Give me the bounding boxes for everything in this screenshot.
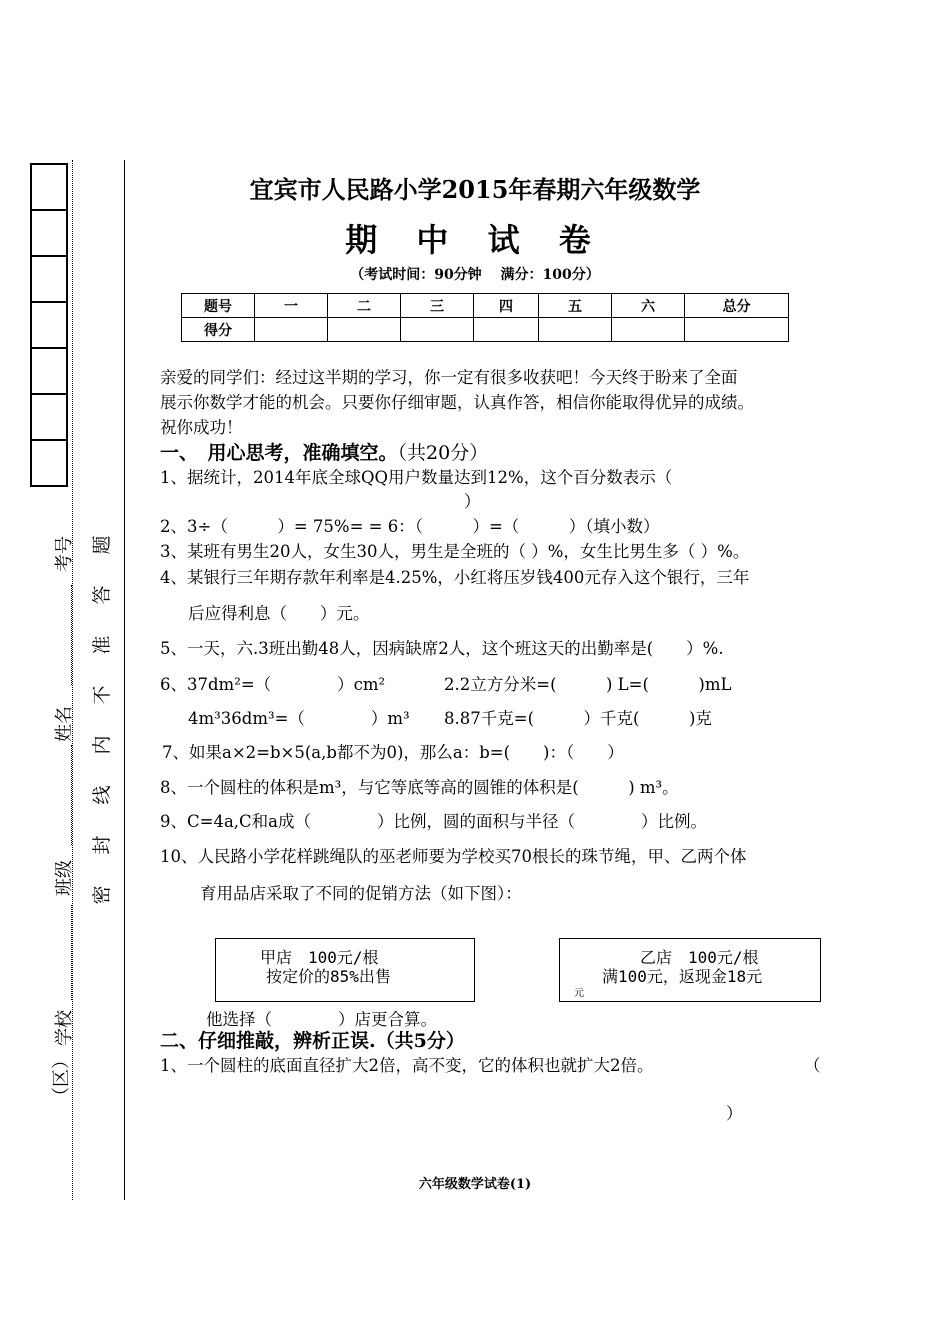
table-header-cell: 总分 (685, 294, 789, 318)
binding-box (32, 303, 66, 349)
question-9: 9、C=4a,C和a成（ ）比例，圆的面积与半径（ ）比例。 (160, 812, 707, 831)
seal-text (91, 520, 126, 920)
question-2: 2、3÷（ ）= 75%= = 6：（ ）=（ ）（填小数） (160, 517, 660, 536)
table-header-cell: 五 (539, 294, 612, 318)
seal-char: 内 (91, 735, 113, 755)
table-header-cell: 六 (612, 294, 685, 318)
shop-a-box (215, 938, 475, 1002)
shop-b-price: 乙店 100元/根 (640, 948, 759, 967)
score-table-header-row (182, 294, 789, 318)
name-label: 姓名 (54, 706, 75, 742)
table-header-cell: 题号 (182, 294, 255, 318)
section2-question-1-open: （ (804, 1056, 821, 1075)
seal-char: 线 (91, 785, 113, 805)
exam-title: 期 中 试 卷 (345, 221, 605, 259)
school-label: 学校 (54, 1010, 75, 1046)
class-blank[interactable] (71, 905, 72, 1000)
question-6a-right: 2.2立方分米=( ) L=( )mL (444, 675, 732, 694)
section2-question-1: 1、一个圆柱的底面直径扩大2倍，高不变，它的体积也就扩大2倍。 (160, 1056, 654, 1075)
question-7: 7、如果a×2=b×5(a,b都不为0)，那么a：b=( )：（ ） (162, 743, 624, 762)
table-header-cell: 三 (401, 294, 474, 318)
score-table (181, 293, 789, 342)
exam-number-blank[interactable] (71, 585, 72, 685)
intro-line: 展示你数学才能的机会。只要你仔细审题，认真作答，相信你能取得优异的成绩。 (160, 393, 754, 412)
table-header-cell: 四 (474, 294, 539, 318)
score-cell[interactable] (685, 318, 789, 342)
question-1-close: ） (464, 492, 481, 511)
shop-b-overflow-text: 元 (574, 988, 584, 999)
question-10-continued: 育用品店采取了不同的促销方法（如下图）： (200, 884, 522, 903)
question-3: 3、某班有男生20人，女生30人，男生是全班的（ ）%，女生比男生多（ ）%。 (160, 542, 750, 561)
table-row-label: 得分 (182, 318, 255, 342)
school-title: 宜宾市人民路小学2015年春期六年级数学 (249, 175, 701, 204)
seal-char: 不 (91, 685, 113, 705)
question-1: 1、据统计，2014年底全球QQ用户数量达到12%，这个百分数表示（ (160, 468, 673, 487)
binding-box (32, 395, 66, 441)
question-6a-left: 6、37dm²=（ ）cm² (160, 675, 386, 694)
seal-char: 题 (91, 535, 113, 555)
seal-char: 答 (91, 585, 113, 605)
binding-score-boxes (30, 163, 68, 487)
name-blank[interactable] (71, 745, 72, 845)
shop-a-price: 甲店 100元/根 (260, 948, 379, 967)
score-table-row (182, 318, 789, 342)
section2-heading: 二、仔细推敲，辨析正误.（共5分） (160, 1030, 465, 1052)
score-cell[interactable] (612, 318, 685, 342)
class-label: 班级 (54, 860, 75, 896)
page-footer: 六年级数学试卷(1) (418, 1177, 532, 1192)
score-cell[interactable] (255, 318, 328, 342)
section1-points: （共20分） (397, 442, 489, 464)
question-10-answer: 他选择（ ）店更合算。 (206, 1010, 437, 1029)
question-4-continued: 后应得利息（ ）元。 (188, 604, 370, 623)
binding-box (32, 441, 66, 485)
question-8: 8、一个圆柱的体积是m³，与它等底等高的圆锥的体积是( ) m³。 (160, 778, 679, 797)
score-cell[interactable] (401, 318, 474, 342)
shop-b-offer: 满100元，返现金18元 (602, 967, 763, 986)
exam-info: （考试时间：90分钟 满分：100分） (350, 267, 600, 283)
binding-box (32, 349, 66, 395)
question-10: 10、人民路小学花样跳绳队的巫老师要为学校买70根长的珠节绳，甲、乙两个体 (160, 847, 747, 866)
question-5: 5、一天，六.3班出勤48人，因病缺席2人，这个班这天的出勤率是( ）%. (160, 639, 724, 658)
score-cell[interactable] (474, 318, 539, 342)
question-6b-left: 4m³36dm³=（ ）m³ (188, 709, 410, 728)
district-label: （区） (51, 1051, 72, 1105)
shop-a-offer: 按定价的85%出售 (266, 967, 391, 986)
seal-char: 封 (91, 835, 113, 855)
score-cell[interactable] (328, 318, 401, 342)
seal-char: 准 (91, 635, 113, 655)
section1-heading (160, 438, 488, 465)
section1-title: 一、 用心思考，准确填空。 (160, 442, 398, 464)
table-header-cell: 一 (255, 294, 328, 318)
intro-line: 祝你成功！ (160, 418, 243, 437)
exam-number-label: 考号 (54, 536, 75, 572)
question-6b-right: 8.87千克=( ）千克( )克 (444, 709, 712, 728)
seal-char: 密 (91, 885, 113, 905)
question-4: 4、某银行三年期存款年利率是4.25%，小红将压岁钱400元存入这个银行，三年 (160, 568, 750, 587)
table-header-cell: 二 (328, 294, 401, 318)
score-cell[interactable] (539, 318, 612, 342)
intro-line: 亲爱的同学们：经过这半期的学习，你一定有很多收获吧！今天终于盼来了全面 (160, 368, 738, 387)
section2-question-1-close: ） (726, 1104, 743, 1123)
shop-b-box (559, 938, 821, 1002)
